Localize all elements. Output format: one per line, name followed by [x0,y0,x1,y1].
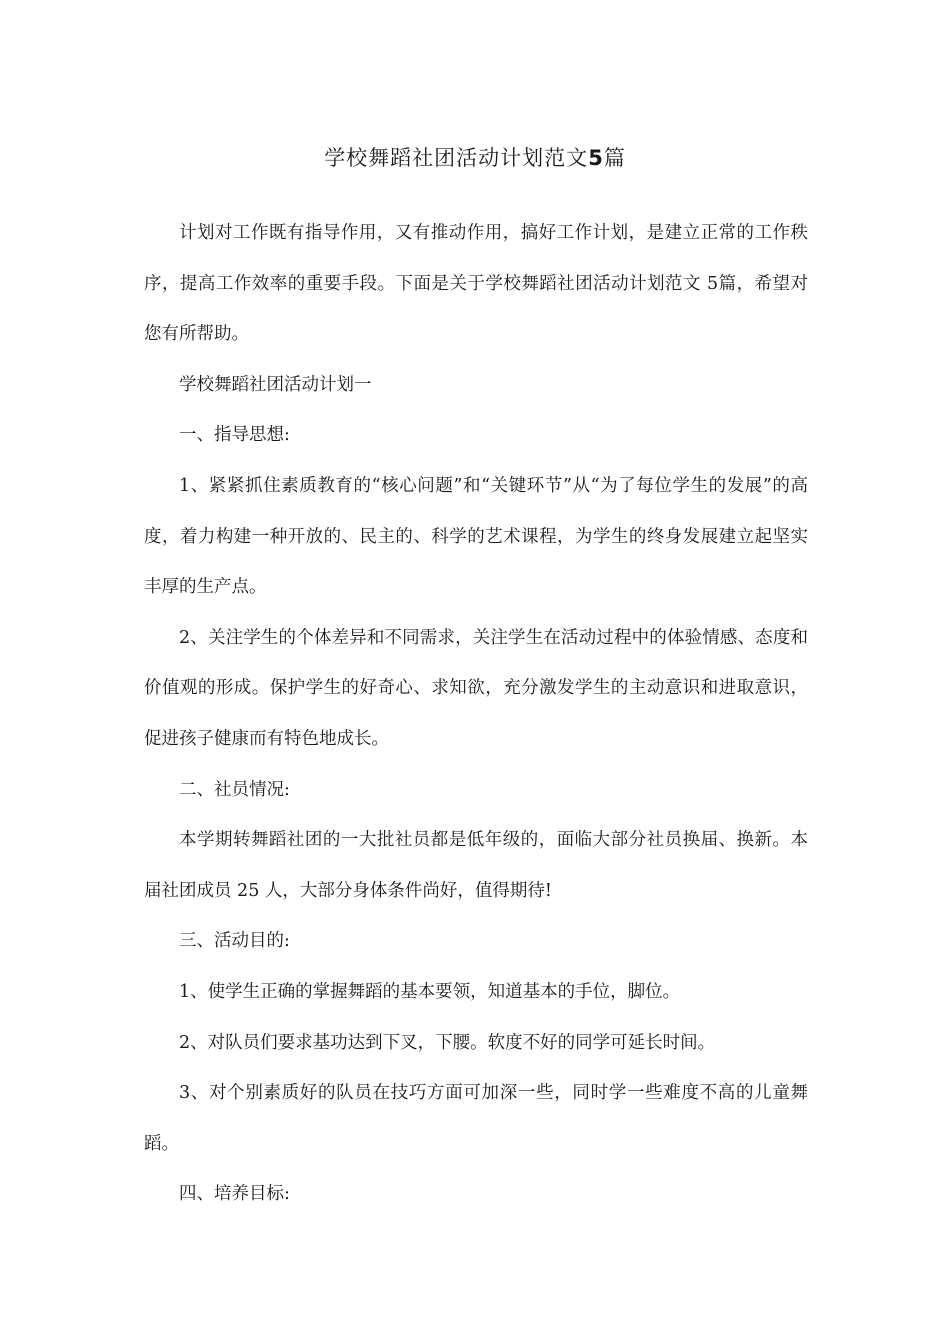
purpose-item-3: 3、对个别素质好的队员在技巧方面可加深一些，同时学一些难度不高的儿童舞蹈。 [144,1083,808,1154]
plan-one-heading: 学校舞蹈社团活动计划一 [179,374,372,395]
section-heading-guiding-ideas: 一、指导思想: [179,425,290,446]
section-heading-purpose: 三、活动目的: [179,931,290,952]
title-suffix: 篇 [603,146,626,170]
title-text: 学校舞蹈社团活动计划范文 [324,146,589,170]
section-heading-members: 二、社员情况: [179,779,290,800]
section-heading-goals: 四、培养目标: [179,1184,290,1205]
purpose-item-2: 2、对队员们要求基功达到下叉，下腰。软度不好的同学可延长时间。 [179,1032,716,1053]
document-body [144,208,808,1220]
title-count: 5 [588,146,604,170]
intro-paragraph: 计划对工作既有指导作用，又有推动作用，搞好工作计划，是建立正常的工作秩序，提高工作效率的重要手段。下面是关于学校舞蹈社团活动计划范文 5篇，希望对您有所帮助。 [144,223,808,345]
guiding-item-1: 1、紧紧抓住素质教育的“核心问题”和“关键环节”从“为了每位学生的发展”的高度，着力构建一种开放的、民主的、科学的艺术课程，为学生的终身发展建立起坚实丰厚的生产点。 [144,475,808,598]
document-title [0,140,950,176]
purpose-item-1: 1、使学生正确的掌握舞蹈的基本要领，知道基本的手位，脚位。 [179,981,681,1002]
guiding-item-2: 2、关注学生的个体差异和不同需求，关注学生在活动过程中的体验情感、态度和价值观的形成。保护学生的好奇心、求知欲，充分激发学生的主动意识和进取意识，促进孩子健康而有特色地成长。 [144,627,808,749]
members-paragraph: 本学期转舞蹈社团的一大批社员都是低年级的，面临大部分社员换届、换新。本届社团成员 25 人，大部分身体条件尚好，值得期待! [144,830,808,901]
